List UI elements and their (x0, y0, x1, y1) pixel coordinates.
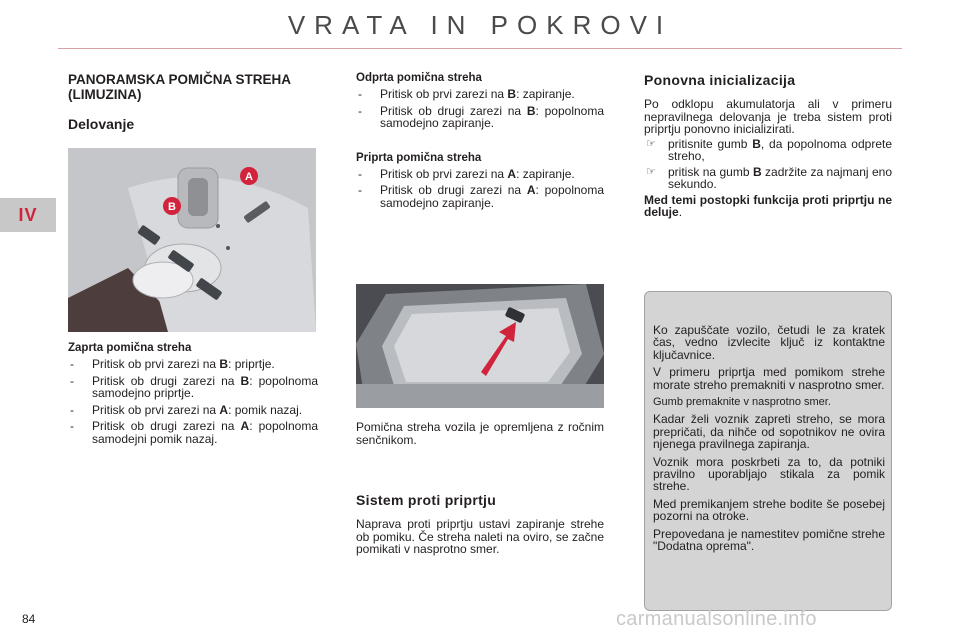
ajar-roof-title: Priprta pomična streha (356, 151, 482, 164)
watermark: carmanualsonline.info (616, 608, 817, 630)
info-paragraph: Gumb premaknite v nasprotno smer. (653, 396, 831, 409)
sunshade-caption: Pomična streha vozila je opremljena z ročnim senčnikom. (356, 420, 604, 447)
roof-control-panel-image (68, 148, 316, 332)
page-number: 84 (22, 612, 36, 626)
list-item: - Pritisk ob drugi zarezi na A: popolnoma samodejni pomik nazaj. (70, 419, 318, 446)
callout-b-label: B (168, 201, 176, 213)
info-paragraph: Ko zapuščate vozilo, četudi le za kratek čas, vedno izvlecite ključ iz kontaktne ključavnice. (653, 323, 885, 362)
open-roof-title: Odprta pomična streha (356, 72, 482, 84)
column-middle (356, 72, 604, 213)
callout-a-label: A (245, 171, 253, 183)
list-item: - Pritisk ob drugi zarezi na B: popolnoma samodejno zapiranje. (358, 103, 605, 130)
chapter-tab: IV (0, 198, 56, 232)
page-title: VRATA IN POKROVI (287, 10, 673, 40)
info-paragraph: V primeru priprtja med pomikom strehe morate streho premakniti v nasprotno smer. (653, 365, 885, 392)
list-item: - Pritisk ob prvi zarezi na B: zapiranje. (358, 87, 575, 101)
info-paragraph: Med premikanjem strehe bodite še posebej pozorni na otroke. (653, 496, 885, 524)
column-right (644, 72, 892, 219)
reinit-list (644, 138, 892, 191)
closed-roof-list (68, 358, 318, 445)
section-heading: PANORAMSKA POMIČNA STREHA (LIMUZINA) (68, 72, 291, 102)
anti-pinch-text: Naprava proti priprtju ustavi zapiranje strehe ob pomiku. Če streha naleti na oviro, se začne pomikati v nasprotno smer. (356, 517, 604, 556)
ajar-roof-list (356, 168, 604, 210)
reinit-note: Med temi postopki funkcija proti priprtju ne deluje. (644, 192, 892, 219)
list-item: - Pritisk ob prvi zarezi na A: zapiranje. (358, 166, 575, 181)
pointing-hand-icon: ☞ (646, 137, 656, 150)
list-item: ☞ pritisk na gumb B zadržite za najmanj eno sekundo. (646, 164, 892, 191)
info-paragraph: Prepovedana je namestitev pomične strehe "Dodatna oprema". (653, 526, 885, 554)
roof-control-illustration (68, 148, 316, 332)
sunshade-caption-block (356, 421, 604, 446)
open-roof-list (356, 88, 604, 130)
title-divider (58, 48, 902, 49)
info-paragraph: Kadar želi voznik zapreti streho, se mora prepričati, da nihče od sopotnikov ne ovira njenega pravilnega zapiranja. (653, 412, 885, 452)
list-item: ☞ pritisnite gumb B, da popolnoma odprete streho, (646, 136, 892, 163)
list-item: - Pritisk ob prvi zarezi na B: priprtje. (70, 357, 275, 371)
sunshade-illustration (356, 284, 604, 408)
anti-pinch-section (356, 492, 604, 556)
subheading-operation: Delovanje (68, 116, 135, 132)
reinit-text: Po odklopu akumulatorja ali v primeru nepravilnega delovanja je treba sistem proti priprtju ponovno inicializirati. (644, 97, 892, 136)
column-left (68, 72, 318, 132)
list-item: - Pritisk ob prvi zarezi na A: pomik nazaj. (70, 402, 303, 417)
list-item: - Pritisk ob drugi zarezi na A: popolnoma samodejno zapiranje. (358, 183, 605, 210)
list-item: - Pritisk ob drugi zarezi na B: popolnoma samodejno priprtje. (70, 373, 318, 400)
info-paragraph: Voznik mora poskrbeti za to, da potniki pravilno uporabljajo stikala za pomik strehe. (653, 454, 885, 494)
sunshade-image (356, 284, 604, 408)
anti-pinch-title: Sistem proti priprtju (356, 492, 497, 508)
reinit-title: Ponovna inicializacija (644, 72, 796, 88)
pointing-hand-icon: ☞ (646, 165, 656, 178)
closed-roof-title: Zaprta pomična streha (68, 342, 192, 354)
closed-roof-section (68, 342, 318, 449)
warning-info-box (644, 291, 892, 611)
